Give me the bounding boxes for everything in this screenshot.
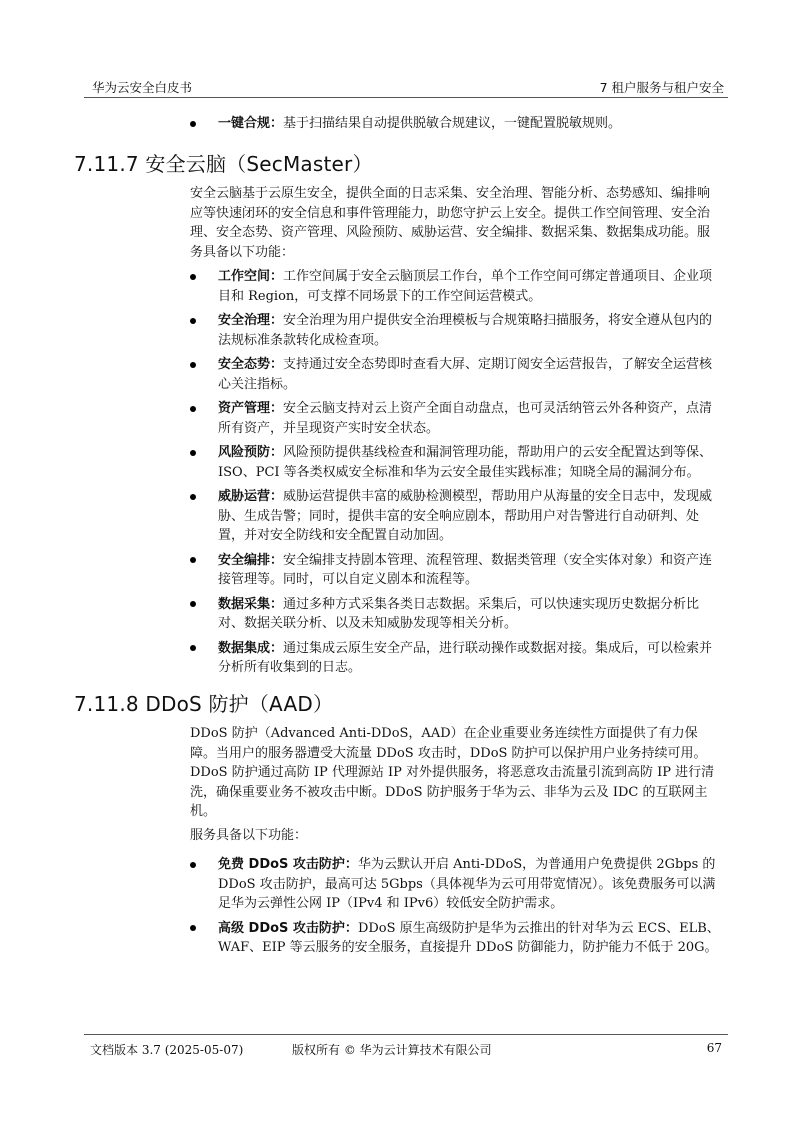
bullet-icon xyxy=(190,557,196,563)
top-bullet-list xyxy=(190,114,720,139)
bullet-icon xyxy=(190,601,196,607)
list-item xyxy=(190,551,720,590)
bullet-icon xyxy=(190,645,196,651)
item-text: 安全云脑支持对云上资产全面自动盘点，也可灵活纳管云外各种资产，点清所有资产，并呈现资产实时安全状态。 xyxy=(218,401,713,436)
item-label: 风险预防： xyxy=(218,445,284,460)
item-label: 威胁运营： xyxy=(218,489,284,504)
bullet-icon xyxy=(190,121,196,127)
item-label: 安全治理： xyxy=(218,313,284,328)
bullet-icon xyxy=(190,925,196,931)
footer-page-number: 67 xyxy=(706,1041,722,1055)
section-heading-secmaster: 7.11.7 安全云脑（SecMaster） xyxy=(74,152,373,176)
footer-copyright: 版权所有 © 华为云计算技术有限公司 xyxy=(292,1043,492,1057)
item-text: 通过多种方式采集各类日志数据。采集后，可以快速实现历史数据分析比对、数据关联分析、以及未知威胁发现等相关分析。 xyxy=(218,596,700,631)
bullet-icon xyxy=(190,494,196,500)
list-item xyxy=(190,443,720,482)
bullet-icon xyxy=(190,862,196,868)
list-item xyxy=(190,919,720,958)
section-lead-ddos: 服务具备以下功能： xyxy=(190,828,308,843)
header-chapter-title: 7 租户服务与租户安全 xyxy=(599,80,724,95)
list-item xyxy=(190,595,720,634)
list-item xyxy=(190,855,720,914)
page-footer xyxy=(84,1034,728,1057)
item-text: 支持通过安全态势即时查看大屏、定期订阅安全运营报告，了解安全运营核心关注指标。 xyxy=(218,357,713,392)
item-label: 资产管理： xyxy=(218,401,284,416)
item-label: 安全编排： xyxy=(218,552,284,568)
bullet-icon xyxy=(190,274,196,280)
ddos-feature-list xyxy=(190,855,720,963)
bullet-icon xyxy=(190,318,196,324)
bullet-icon xyxy=(190,406,196,412)
list-item xyxy=(190,487,720,546)
bullet-icon xyxy=(190,362,196,368)
section-heading-ddos: 7.11.8 DDoS 防护（AAD） xyxy=(74,692,334,716)
item-text: 基于扫描结果自动提供脱敏合规建议，一键配置脱敏规则。 xyxy=(283,116,622,131)
item-text: 华为云默认开启 Anti-DDoS，为普通用户免费提供 2Gbps 的 DDoS 攻击防护，最高可达 5Gbps（具体视华为云可用带宽情况）。该免费服务可以满足华为云弹性公网 IP（IPv4 和 IPv6）较低安全防护需求。 xyxy=(218,857,716,911)
item-text: DDoS 原生高级防护是华为云推出的针对华为云 ECS、ELB、WAF、EIP 等云服务的安全服务，直接提升 DDoS 防御能力，防护能力不低于 20G。 xyxy=(218,920,720,955)
list-item xyxy=(190,267,720,306)
item-text: 风险预防提供基线检查和漏洞管理功能，帮助用户的云安全配置达到等保、ISO、PCI 等各类权威安全标准和华为云安全最佳实践标准；知晓全局的漏洞分布。 xyxy=(218,445,713,480)
list-item xyxy=(190,399,720,438)
list-item xyxy=(190,114,720,134)
bullet-icon xyxy=(190,450,196,456)
item-label: 数据集成： xyxy=(218,640,284,656)
item-text: 通过集成云原生安全产品，进行联动操作或数据对接。集成后，可以检索并分析所有收集到的日志。 xyxy=(218,640,713,675)
item-text: 工作空间属于安全云脑顶层工作台，单个工作空间可绑定普通项目、企业项目和 Region，可支撑不同场景下的工作空间运营模式。 xyxy=(218,269,713,304)
section-intro-secmaster: 安全云脑基于云原生安全，提供全面的日志采集、安全治理、智能分析、态势感知、编排响应等快速闭环的安全信息和事件管理能力，助您守护云上安全。提供工作空间管理、安全治理、安全态势、资产管理、风险预防、威胁运营、安全编排、数据采集、数据集成功能。服务具备以下功能： xyxy=(190,186,711,260)
list-item xyxy=(190,639,720,678)
item-text: 威胁运营提供丰富的威胁检测模型，帮助用户从海量的安全日志中，发现威胁、生成告警；同时，提供丰富的安全响应剧本，帮助用户对告警进行自动研判、处置，并对安全防线和安全配置自动加固。 xyxy=(218,489,713,543)
item-label: 高级 DDoS 攻击防护： xyxy=(218,920,358,936)
footer-doc-version: 文档版本 3.7 (2025-05-07) xyxy=(90,1043,244,1057)
item-text: 安全治理为用户提供安全治理模板与合规策略扫描服务，将安全遵从包内的法规标准条款转化成检查项。 xyxy=(218,313,713,348)
secmaster-feature-list xyxy=(190,267,720,683)
item-label: 安全态势： xyxy=(218,357,284,372)
item-label: 免费 DDoS 攻击防护： xyxy=(218,857,358,872)
item-label: 一键合规： xyxy=(218,116,284,131)
item-text: 安全编排支持剧本管理、流程管理、数据类管理（安全实体对象）和资产连接管理等。同时，可以自定义剧本和流程等。 xyxy=(218,552,713,587)
header-doc-title: 华为云安全白皮书 xyxy=(92,80,193,95)
list-item xyxy=(190,355,720,394)
page-header xyxy=(84,77,728,98)
item-label: 工作空间： xyxy=(218,269,284,284)
list-item xyxy=(190,311,720,350)
item-label: 数据采集： xyxy=(218,596,284,612)
section-intro-ddos: DDoS 防护（Advanced Anti-DDoS，AAD）在企业重要业务连续性方面提供了有力保障。当用户的服务器遭受大流量 DDoS 攻击时，DDoS 防护可以保护用户业务持续可用。DDoS 防护通过高防 IP 代理源站 IP 对外提供服务，将恶意攻击流量引流到高防 IP 进行清洗，确保重要业务不被攻击中断。DDoS 防护服务于华为云、非华为云及 IDC 的互联网主机。 xyxy=(190,726,715,819)
